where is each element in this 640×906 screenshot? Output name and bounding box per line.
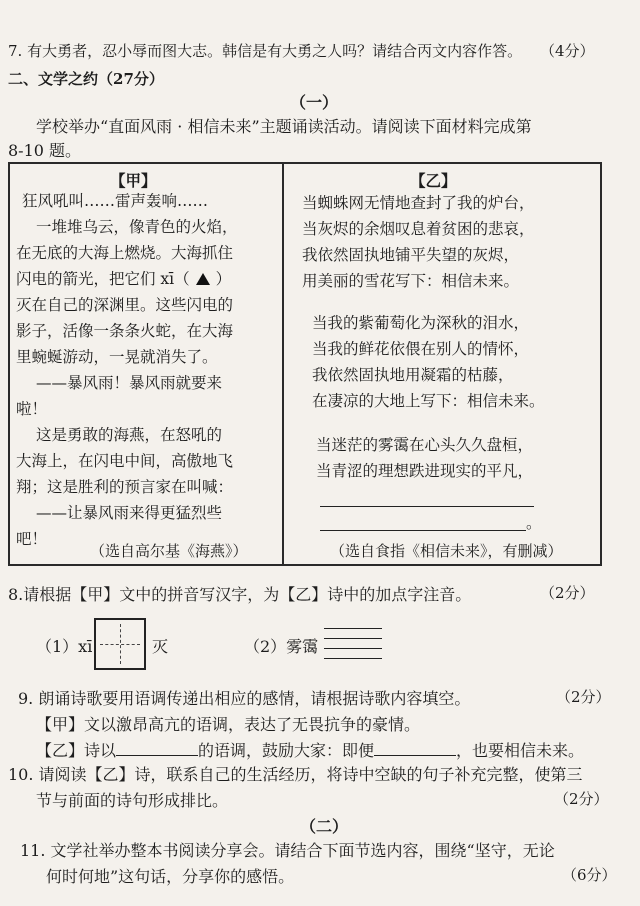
q9-line-2 bbox=[36, 738, 584, 761]
question-8-score: （2分） bbox=[540, 584, 595, 602]
q9-line-2-b: 的语调，鼓励大家：即便 bbox=[198, 741, 375, 760]
yi-line: 用美丽的雪花写下：相信未来。 bbox=[302, 272, 520, 290]
jia-line: 里蜿蜒游动，一晃就消失了。 bbox=[16, 348, 218, 366]
question-10-score: （2分） bbox=[554, 790, 609, 808]
jia-line: 灭在自己的深渊里。这些闪电的 bbox=[16, 296, 234, 314]
jia-line: 吧！ bbox=[16, 530, 48, 548]
q8-item-1-label: （1）xī bbox=[36, 637, 93, 656]
table-divider bbox=[282, 164, 284, 564]
blank-line[interactable] bbox=[374, 755, 456, 756]
jia-source: （选自高尔基《海燕》） bbox=[90, 542, 248, 560]
triangle-icon bbox=[196, 273, 210, 285]
yi-source: （选自食指《相信未来》，有删减） bbox=[330, 542, 563, 560]
question-11-line-2: 何时何地”这句话，分享你的感悟。 bbox=[46, 867, 295, 886]
character-grid-box[interactable] bbox=[94, 618, 146, 670]
intro-line-1: 学校举办“直面风雨 · 相信未来”主题诵读活动。请阅读下面材料完成第 bbox=[36, 117, 532, 136]
yi-line: 当蜘蛛网无情地查封了我的炉台， bbox=[302, 194, 535, 212]
jia-line: 闪电的箭光，把它们 xī（ bbox=[16, 270, 190, 288]
blank-line[interactable] bbox=[320, 506, 534, 507]
pinyin-close-paren: ） bbox=[215, 270, 232, 288]
jia-header: 【甲】 bbox=[110, 171, 157, 190]
q9-line-1: 【甲】文以激昂高亢的语调，表达了无畏抗争的豪情。 bbox=[36, 715, 421, 734]
q9-line-2-a: 【乙】诗以 bbox=[36, 741, 117, 760]
q8-item-1-after: 灭 bbox=[152, 637, 169, 656]
jia-line: ——暴风雨！暴风雨就要来 bbox=[36, 374, 223, 392]
yi-line: 当我的鲜花依偎在别人的情怀， bbox=[312, 340, 530, 358]
jia-line: 影子，活像一条条火蛇，在大海 bbox=[16, 322, 234, 340]
yi-line: 我依然固执地铺平失望的灰烬， bbox=[302, 246, 520, 264]
question-7-score: （4分） bbox=[540, 42, 595, 60]
yi-line: 我依然固执地用凝霜的枯藤， bbox=[312, 366, 514, 384]
yi-line: 在凄凉的大地上写下：相信未来。 bbox=[312, 392, 545, 410]
yi-line: 当灰烬的余烟叹息着贫困的悲哀， bbox=[302, 220, 535, 238]
question-9: 9. 朗诵诗歌要用语调传递出相应的感情，请根据诗歌内容填空。 bbox=[18, 689, 471, 708]
jia-line: 狂风吼叫……雷声轰响…… bbox=[22, 192, 209, 210]
question-7: 7. 有大勇者，忍小辱而图大志。韩信是有大勇之人吗？请结合丙文内容作答。 bbox=[8, 42, 523, 60]
jia-line: 大海上，在闪电中间，高傲地飞 bbox=[16, 452, 234, 470]
jia-line: 在无底的大海上燃烧。大海抓住 bbox=[16, 244, 234, 262]
question-11-score: （6分） bbox=[562, 866, 617, 884]
question-8: 8.请根据【甲】文中的拼音写汉字，为【乙】诗中的加点字注音。 bbox=[8, 585, 472, 604]
jia-pinyin-line bbox=[16, 266, 231, 292]
yi-line: 当青涩的理想跌进现实的平凡， bbox=[316, 462, 534, 480]
yi-line: 当迷茫的雾霭在心头久久盘桓， bbox=[316, 436, 534, 454]
blank-end-period: 。 bbox=[526, 514, 542, 532]
question-10-line-2: 节与前面的诗句形成排比。 bbox=[36, 791, 229, 810]
q8-item-2-label: （2）雾霭 bbox=[244, 637, 319, 656]
jia-line: 这是勇敢的海燕，在怒吼的 bbox=[36, 426, 223, 444]
jia-line: ——让暴风雨来得更猛烈些 bbox=[36, 504, 223, 522]
section-title: 二、文学之约（27分） bbox=[8, 70, 164, 88]
question-9-score: （2分） bbox=[556, 688, 611, 706]
yi-line: 当我的紫葡萄化为深秋的泪水， bbox=[312, 314, 530, 332]
jia-line: 翔；这是胜利的预言家在叫喊： bbox=[16, 478, 234, 496]
q9-line-2-c: ，也要相信未来。 bbox=[456, 741, 585, 760]
blank-line[interactable] bbox=[116, 755, 198, 756]
part-two-label: （二） bbox=[300, 817, 349, 836]
intro-line-2: 8-10 题。 bbox=[8, 141, 82, 160]
question-11-line-1: 11. 文学社举办整本书阅读分享会。请结合下面节选内容，围绕“坚守，无论 bbox=[20, 841, 555, 860]
reading-table bbox=[8, 162, 602, 566]
part-one-label: （一） bbox=[290, 93, 339, 112]
jia-line: 一堆堆乌云，像青色的火焰， bbox=[36, 218, 238, 236]
blank-line[interactable] bbox=[320, 530, 526, 531]
question-10-line-1: 10. 请阅读【乙】诗，联系自己的生活经历，将诗中空缺的句子补充完整，使第三 bbox=[8, 765, 583, 784]
jia-line: 啦！ bbox=[16, 400, 48, 418]
yi-header: 【乙】 bbox=[410, 171, 457, 190]
